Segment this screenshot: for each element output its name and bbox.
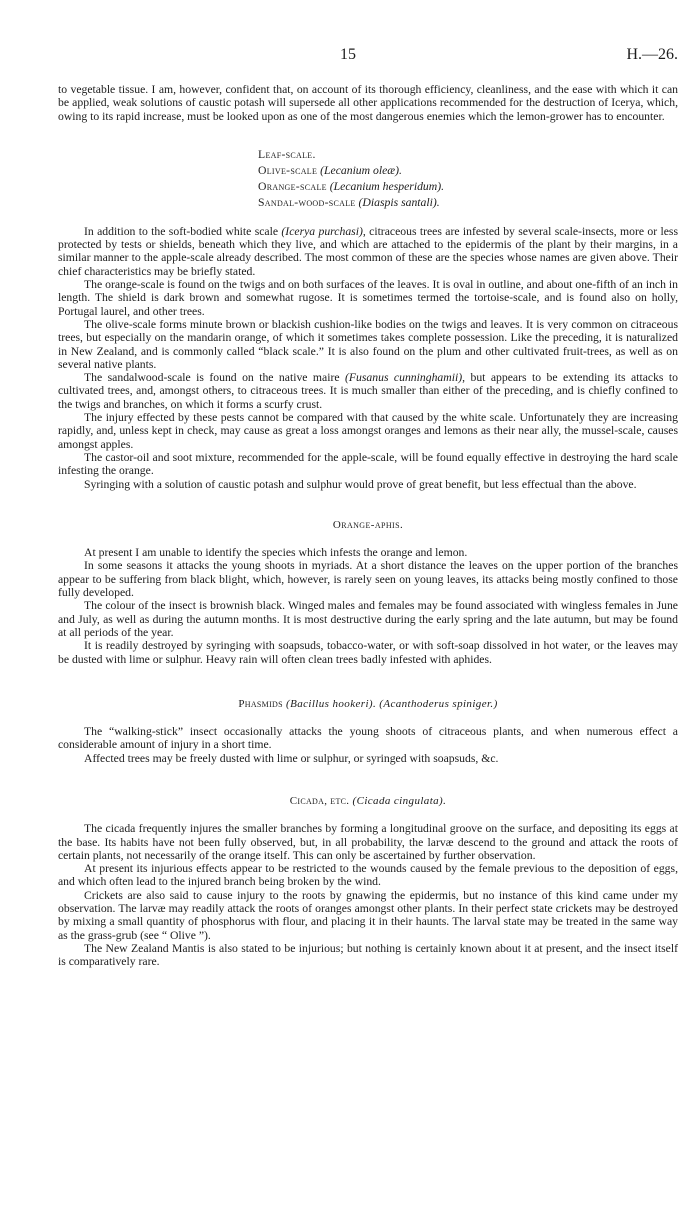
scale-paragraph-7: Syringing with a solution of caustic potash and sulphur would prove of great benefit, but less effectual than the above. bbox=[84, 477, 637, 491]
aphis-paragraph-1: At present I am unable to identify the species which infests the orange and lemon. bbox=[84, 546, 468, 560]
page-body bbox=[58, 83, 678, 969]
phasmids-latin-1: (Bacillus hookeri). bbox=[286, 697, 377, 710]
phasmids-paragraph-2: Affected trees may be freely dusted with lime or sulphur, or syringed with soapsuds, &c. bbox=[84, 751, 499, 765]
cicada-latin: (Cicada cingulata). bbox=[352, 794, 447, 807]
latin-name: (Fusanus cunninghamii) bbox=[344, 371, 463, 385]
intro-paragraph: to vegetable tissue. I am, however, confident that, on account of its thorough efficiency, cleanliness, and the ease with which it can be applied, weak solutions of caustic potash will supersede all other applications recommended for the destruction of Icerya, which, owing to its rapid increase, must be looked upon as one of the most dangerous enemies which the lemon-grower has to encounter. bbox=[58, 83, 678, 123]
phasmids-latin-2: (Acanthoderus spiniger.) bbox=[379, 697, 498, 710]
species-item-orange bbox=[258, 179, 678, 195]
species-list-heading: Leaf-scale. bbox=[258, 147, 316, 161]
species-common-name: Olive-scale bbox=[258, 163, 318, 177]
aphis-section-heading: Orange-aphis. bbox=[332, 518, 404, 531]
page-header bbox=[58, 46, 678, 66]
scale-paragraph-6: The castor-oil and soot mixture, recommended for the apple-scale, will be found equally effective in destroying the hard scale infesting the orange. bbox=[58, 450, 678, 478]
cicada-heading-label: Cicada, etc. bbox=[289, 794, 350, 807]
species-latin-name: (Lecanium hesperidum). bbox=[329, 179, 445, 193]
species-common-name: Orange-scale bbox=[258, 179, 327, 193]
cicada-paragraph-3: Crickets are also said to cause injury to the roots by gnawing the epidermis, but no instance of this kind came under my observation. The larvæ may readily attack the roots of oranges amongst other plants. In their perfect state crickets may be destroyed by mixing a small quantity of phosphorus with flour, and placing it in their haunts. The larval state may be treated in the same way as the grass-grub (see “ Olive ”). bbox=[58, 888, 678, 942]
cicada-section-heading bbox=[58, 795, 678, 808]
scale-species-list bbox=[258, 147, 678, 211]
latin-name: (Icerya purchasi) bbox=[281, 224, 363, 238]
document-code: H.—26. bbox=[626, 46, 678, 63]
scale-paragraph-1: In addition to the soft-bodied white scale (Icerya purchasi), citraceous trees are infested by several scale-insects, more or less protected by tests or shields, beneath which they live, and which are attached to the epidermis of the plant by their margins, in a similar manner to the apple-scale already described. The most common of these are the species whose names are given above. Their chief characteristics may be briefly stated. bbox=[58, 224, 678, 278]
aphis-paragraph-2: In some seasons it attacks the young shoots in myriads. At a short distance the leaves on the upper portion of the branches appear to be suffering from black blight, which, however, is rarely seen on young leaves, its attacks being mostly confined to those fully developed. bbox=[58, 559, 678, 600]
cicada-paragraph-2: At present its injurious effects appear to be restricted to the wounds caused by the female previous to the deposition of eggs, and which often lead to the injured branch being broken by the wind. bbox=[58, 862, 678, 889]
scale-paragraph-3: The olive-scale forms minute brown or blackish cushion-like bodies on the twigs and leaves. It is very common on citraceous trees, but especially on the mandarin orange, of which it sometimes takes complete possession. Like the preceding, it is naturalized in New Zealand, and is commonly called “black scale.” It is also found on the plum and other cultivated fruit-trees, as well as on several native plants. bbox=[58, 317, 678, 371]
aphis-paragraph-4: It is readily destroyed by syringing with soapsuds, tobacco-water, or with soft-soap dissolved in hot water, or the leaves may be dusted with lime or sulphur. Heavy rain will often clean trees badly infested with aphides. bbox=[58, 639, 678, 666]
species-item-sandalwood bbox=[258, 195, 678, 211]
page-number: 15 bbox=[340, 46, 356, 63]
scale-paragraph-4: The sandalwood-scale is found on the native maire (Fusanus cunninghamii), but appears to be extending its attacks to cultivated trees, and, amongst others, to citraceous trees. It is much smaller than either of the preceding, and is chiefly confined to the twigs and branches, on which it forms a scurfy crust. bbox=[58, 371, 678, 411]
aphis-paragraph-3: The colour of the insect is brownish black. Winged males and females may be found associated with wingless females in June and July, as well as during the autumn months. It is most destructive during the early spring and the late autumn, but may be found at all periods of the year. bbox=[58, 599, 678, 639]
cicada-paragraph-1: The cicada frequently injures the smaller branches by forming a longitudinal groove on the surface, and depositing its eggs at the base. Its habits have not been fully observed, but, in all probability, the larvæ descend to the ground and attack the roots of certain plants, not necessarily of the orange itself. This can only be ascertained by further observation. bbox=[58, 822, 678, 862]
cicada-paragraph-4: The New Zealand Mantis is also stated to be injurious; but nothing is certainly known about it at present, and the insect itself is comparatively rare. bbox=[58, 941, 678, 969]
species-common-name: Sandal-wood-scale bbox=[258, 195, 356, 209]
scale-paragraph-5: The injury effected by these pests cannot be compared with that caused by the white scale. Unfortunately they are increasing rapidly, and, unless kept in check, may cause as great a loss amongst oranges and lemons as their near ally, the mussel-scale, causes amongst apples. bbox=[58, 411, 678, 451]
species-item-olive bbox=[258, 163, 678, 179]
phasmids-section-heading bbox=[58, 698, 678, 711]
species-latin-name: (Diaspis santali). bbox=[358, 195, 440, 209]
phasmids-heading-label: Phasmids bbox=[238, 697, 283, 710]
species-latin-name: (Lecanium oleæ). bbox=[320, 163, 402, 177]
phasmids-paragraph-1: The “walking-stick” insect occasionally attacks the young shoots of citraceous plants, and when numerous effect a considerable amount of injury in a short time. bbox=[58, 725, 678, 752]
scale-paragraph-2: The orange-scale is found on the twigs and on both surfaces of the leaves. It is oval in outline, and about one-fifth of an inch in length. The shield is dark brown and somewhat rugose. It is sometimes termed the tortoise-scale, and is found also on holly, Portugal laurel, and other trees. bbox=[58, 278, 678, 318]
